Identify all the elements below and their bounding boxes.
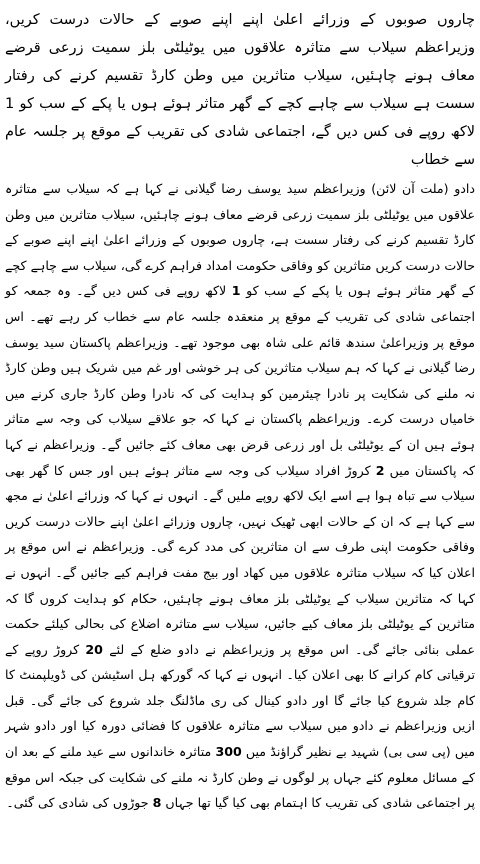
- highlighted-number: 2: [375, 462, 385, 478]
- article-headline: چاروں صوبوں کے وزرائے اعلیٰ اپنے اپنے صوبے کے حالات درست کریں، وزیراعظم سیلاب سے متاثرہ علاقوں میں یوٹیلٹی بلز سمیت زرعی قرضے معاف ہونے چاہئیں، سیلاب متاثرین میں وطن کارڈ تقسیم کرنے کی رفتار سست ہے سیلاب سے چاہے کچے کے گھر متاثر ہوئے ہوں یا پکے کے سب کو 1 لاکھ روپے فی کس دیں گے، اجتماعی شادی کی تقریب کے موقع پر جلسہ عام سے خطاب: [5, 12, 475, 168]
- body-segment: لاکھ روپے فی کس دیں گے۔ وہ جمعہ کو اجتماعی شادی کی تقریب کے موقع پر منعقدہ جلسہ عام سے خطاب کر رہے تھے۔ اس موقع پر وزیراعلیٰ سندھ قائم علی شاہ بھی موجود تھے۔ وزیراعظم پاکستان سید یوسف رضا گیلانی نے کہا کہ ہم سیلاب متاثرین کی ہر خوشی اور غم میں شریک ہیں وطن کارڈ نہ ملنے کی شکایت پر نادرا چیئرمین کو ہدایت کی کہ نادرا وطن کارڈ جاری کرنے میں خامیاں درست کرے۔ وزیراعظم پاکستان نے کہا کہ جو علاقے سیلاب کی وجہ سے متاثر ہوئے ہیں ان کے یوٹیلٹی بل اور زرعی قرض بھی معاف کئے جائیں گے۔ وزیراعظم نے کہا کہ پاکستان میں: [5, 283, 475, 478]
- highlighted-number: 8: [152, 795, 162, 811]
- highlighted-number: 300: [215, 744, 242, 760]
- article-body: [5, 176, 475, 816]
- body-segment: کروڑ افراد سیلاب کی وجہ سے متاثر ہوئے ہیں اور جس کا گھر بھی سیلاب سے تباہ ہوا ہے اسے ایک لاکھ روپے ملیں گے۔ انہوں نے کہا کہ وزرائے اعلیٰ نے مجھ سے کہا ہے کہ ان کے حالات ابھی ٹھیک نہیں، چاروں وزرائے اعلیٰ اپنے حالات درست کریں وفاقی حکومت اپنی طرف سے ان متاثرین کی مدد کرے گی۔ وزیراعظم نے اس موقع پر اعلان کیا کہ سیلاب متاثرہ علاقوں میں کھاد اور بیج مفت فراہم کیے جائیں گے۔ انہوں نے کہا کہ متاثرین سیلاب کے یوٹیلٹی بلز معاف ہونے چاہئیں، حکام کو ہدایت کروں گا کہ متاثرین کے یوٹیلٹی بلز معاف کیے جائیں، سیلاب سے متاثرہ اضلاع کی بحالی کیلئے حکمت عملی بنائی جائے گی۔ اس موقع پر وزیراعظم نے دادو ضلع کے لئے: [5, 462, 475, 657]
- highlighted-number: 20: [85, 641, 103, 657]
- body-segment: کروڑ روپے کے ترقیاتی کام کرانے کا بھی اعلان کیا۔ انہوں نے کہا کہ گورکھ ہل اسٹیشن کی ڈویلپمنٹ کا کام جلد شروع کیا جائے گا اور دادو کینال کی ری ماڈلنگ جلد شروع کی جائے گی۔ قبل ازیں وزیراعظم نے دادو میں سیلاب سے متاثرہ علاقوں کا فضائی دورہ کیا اور دادو شہر میں (پی سی بی) شہید بے نظیر گراؤنڈ میں: [5, 641, 475, 760]
- body-segment: دادو (ملت آن لائن) وزیراعظم سید یوسف رضا گیلانی نے کہا ہے کہ سیلاب سے متاثرہ علاقوں میں یوٹیلٹی بلز سمیت زرعی قرضے معاف ہونے چاہئیں، سیلاب متاثرین میں وطن کارڈ تقسیم کرنے کی رفتار سست ہے، چاروں صوبوں کے وزرائے اعلیٰ اپنے اپنے صوبے کے حالات درست کریں متاثرین کو وفاقی حکومت امداد فراہم کرے گی، سیلاب سے چاہے کچے کے گھر متاثر ہوئے ہوں یا پکے کے سب کو: [5, 181, 476, 299]
- body-segment: متاثرہ خاندانوں سے عید ملنے کے بعد ان کے مسائل معلوم کئے جہاں پر لوگوں نے وطن کارڈ نہ ملنے کی شکایت کی جبکہ اس موقع پر اجتماعی شادی کی تقریب کا اہتمام بھی کیا گیا تھا جہاں: [5, 744, 475, 811]
- highlighted-number: 1: [231, 283, 241, 299]
- body-segment: جوڑوں کی شادی کی گئی۔: [6, 795, 153, 811]
